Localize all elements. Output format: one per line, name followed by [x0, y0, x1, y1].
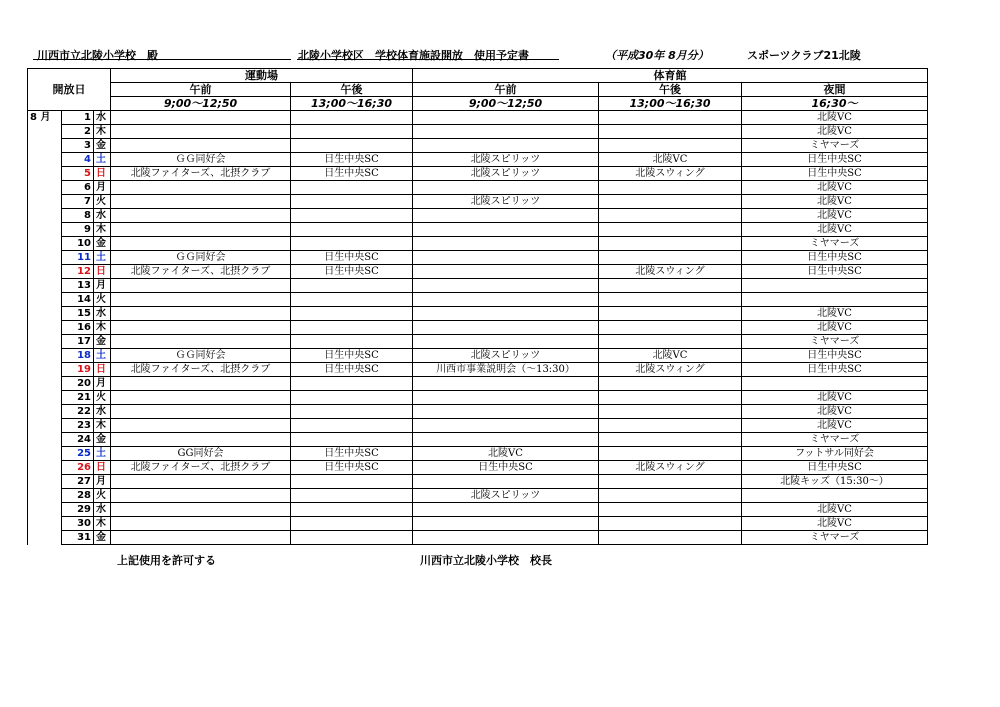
weekday-label: 月 [94, 279, 111, 293]
ground-am-cell [111, 237, 291, 251]
ground-pm-cell [291, 517, 413, 531]
weekday-label: 水 [94, 307, 111, 321]
gym-night-cell: ミヤマーズ [742, 433, 928, 447]
ground-pm-cell [291, 321, 413, 335]
gym-am-cell: 日生中央SC [413, 461, 599, 475]
table-row [28, 237, 928, 251]
ground-pm-cell [291, 293, 413, 307]
day-number: 3 [62, 139, 94, 153]
day-number: 28 [62, 489, 94, 503]
gym-night-cell: 北陵VC [742, 517, 928, 531]
gym-pm-cell: 北陵スウィング [599, 265, 742, 279]
day-number: 16 [62, 321, 94, 335]
gym-night-cell [742, 293, 928, 307]
gym-pm-cell [599, 181, 742, 195]
gym-am-cell [413, 391, 599, 405]
day-number: 20 [62, 377, 94, 391]
gym-pm-cell [599, 447, 742, 461]
day-number: 4 [62, 153, 94, 167]
weekday-label: 水 [94, 209, 111, 223]
table-row [28, 503, 928, 517]
title-underline [297, 59, 559, 60]
ground-am-cell [111, 503, 291, 517]
gym-header: 体育館 [413, 69, 928, 83]
gym-night-cell [742, 377, 928, 391]
ground-pm-cell [291, 475, 413, 489]
principal-text: 川西市立北陵小学校 校長 [420, 554, 552, 567]
ground-pm-cell [291, 223, 413, 237]
gym-pm-cell [599, 251, 742, 265]
month-label: 8 月 [28, 111, 62, 545]
gym-am-header: 午前 [413, 83, 599, 97]
table-row [28, 531, 928, 545]
table-row [28, 419, 928, 433]
gym-pm-cell: 北陵VC [599, 153, 742, 167]
day-number: 13 [62, 279, 94, 293]
ground-pm-cell: 日生中央SC [291, 265, 413, 279]
gym-am-cell [413, 405, 599, 419]
table-row [28, 447, 928, 461]
gym-night-cell: 北陵VC [742, 405, 928, 419]
weekday-label: 木 [94, 419, 111, 433]
table-row [28, 363, 928, 377]
ground-am-cell [111, 489, 291, 503]
table-row [28, 461, 928, 475]
gym-pm-cell [599, 419, 742, 433]
day-number: 29 [62, 503, 94, 517]
gym-am-cell [413, 251, 599, 265]
table-row [28, 139, 928, 153]
club-name: スポーツクラブ21北陵 [747, 49, 861, 62]
ground-am-header: 午前 [111, 83, 291, 97]
table-row [28, 251, 928, 265]
gym-night-cell: 日生中央SC [742, 349, 928, 363]
gym-night-time: 16;30～ [742, 97, 928, 111]
ground-am-cell: ＧＧ同好会 [111, 251, 291, 265]
gym-night-cell: 北陵VC [742, 111, 928, 125]
weekday-label: 日 [94, 363, 111, 377]
day-number: 10 [62, 237, 94, 251]
gym-pm-cell: 北陵スウィング [599, 461, 742, 475]
gym-night-cell: 北陵VC [742, 181, 928, 195]
ground-am-cell [111, 223, 291, 237]
day-number: 31 [62, 531, 94, 545]
day-number: 24 [62, 433, 94, 447]
gym-night-cell: 北陵VC [742, 321, 928, 335]
ground-pm-cell [291, 139, 413, 153]
gym-pm-cell [599, 209, 742, 223]
day-number: 17 [62, 335, 94, 349]
day-number: 12 [62, 265, 94, 279]
ground-pm-cell: 日生中央SC [291, 167, 413, 181]
gym-am-cell: 北陵スピリッツ [413, 195, 599, 209]
gym-am-cell [413, 307, 599, 321]
permit-text: 上記使用を許可する [117, 554, 216, 567]
table-row [28, 405, 928, 419]
gym-am-cell: 北陵スピリッツ [413, 153, 599, 167]
gym-am-cell [413, 293, 599, 307]
table-row [28, 489, 928, 503]
day-number: 23 [62, 419, 94, 433]
ground-am-cell [111, 209, 291, 223]
ground-pm-cell: 日生中央SC [291, 153, 413, 167]
table-row [28, 223, 928, 237]
ground-pm-cell: 日生中央SC [291, 363, 413, 377]
weekday-label: 木 [94, 223, 111, 237]
ground-am-cell [111, 475, 291, 489]
ground-am-cell [111, 419, 291, 433]
day-number: 8 [62, 209, 94, 223]
ground-am-cell: 北陵ファイターズ、北摂クラブ [111, 265, 291, 279]
gym-pm-cell [599, 489, 742, 503]
gym-am-cell [413, 377, 599, 391]
ground-am-cell: GG同好会 [111, 447, 291, 461]
gym-night-cell: 北陵VC [742, 125, 928, 139]
day-number: 30 [62, 517, 94, 531]
table-row [28, 195, 928, 209]
gym-pm-cell [599, 503, 742, 517]
table-row [28, 517, 928, 531]
addressee-underline [33, 59, 291, 60]
ground-pm-cell [291, 181, 413, 195]
gym-night-header: 夜間 [742, 83, 928, 97]
weekday-label: 金 [94, 335, 111, 349]
weekday-label: 火 [94, 391, 111, 405]
ground-am-cell [111, 377, 291, 391]
ground-pm-header: 午後 [291, 83, 413, 97]
gym-night-cell: 日生中央SC [742, 251, 928, 265]
ground-am-cell [111, 335, 291, 349]
gym-am-cell [413, 433, 599, 447]
ground-pm-cell [291, 279, 413, 293]
ground-am-cell [111, 307, 291, 321]
day-number: 18 [62, 349, 94, 363]
ground-pm-cell [291, 391, 413, 405]
ground-pm-cell [291, 531, 413, 545]
ground-am-cell: ＧＧ同好会 [111, 349, 291, 363]
gym-night-cell: 北陵VC [742, 419, 928, 433]
table-row [28, 279, 928, 293]
ground-pm-cell [291, 209, 413, 223]
gym-am-cell: 北陵VC [413, 447, 599, 461]
gym-pm-cell [599, 391, 742, 405]
period-label: （平成30年 8月分） [605, 49, 709, 62]
ground-pm-cell [291, 111, 413, 125]
gym-pm-cell [599, 433, 742, 447]
gym-am-cell [413, 139, 599, 153]
ground-am-cell [111, 195, 291, 209]
ground-am-cell [111, 293, 291, 307]
table-row [28, 167, 928, 181]
ground-am-time: 9;00～12;50 [111, 97, 291, 111]
ground-am-cell [111, 531, 291, 545]
gym-night-cell: 北陵VC [742, 209, 928, 223]
ground-pm-cell [291, 237, 413, 251]
gym-night-cell: ミヤマーズ [742, 139, 928, 153]
ground-am-cell [111, 405, 291, 419]
weekday-label: 水 [94, 503, 111, 517]
ground-am-cell [111, 181, 291, 195]
table-row [28, 181, 928, 195]
gym-am-cell [413, 209, 599, 223]
table-row [28, 321, 928, 335]
table-row [28, 377, 928, 391]
ground-pm-cell [291, 419, 413, 433]
day-number: 7 [62, 195, 94, 209]
gym-am-cell [413, 125, 599, 139]
gym-pm-cell [599, 517, 742, 531]
gym-am-cell: 北陵スピリッツ [413, 349, 599, 363]
gym-am-cell [413, 335, 599, 349]
gym-am-cell: 川西市事業説明会（～13:30） [413, 363, 599, 377]
gym-pm-cell [599, 111, 742, 125]
gym-night-cell [742, 489, 928, 503]
ground-am-cell [111, 139, 291, 153]
weekday-label: 金 [94, 433, 111, 447]
weekday-label: 土 [94, 349, 111, 363]
gym-night-cell: 日生中央SC [742, 153, 928, 167]
gym-am-cell [413, 279, 599, 293]
weekday-label: 金 [94, 237, 111, 251]
gym-night-cell: 北陵VC [742, 195, 928, 209]
weekday-label: 日 [94, 167, 111, 181]
table-row [28, 335, 928, 349]
day-number: 9 [62, 223, 94, 237]
addressee: 川西市立北陵小学校 殿 [37, 49, 158, 62]
table-row [28, 293, 928, 307]
day-number: 26 [62, 461, 94, 475]
ground-pm-cell [291, 307, 413, 321]
table-row [28, 433, 928, 447]
gym-am-cell [413, 223, 599, 237]
weekday-label: 金 [94, 139, 111, 153]
gym-pm-cell: 北陵VC [599, 349, 742, 363]
weekday-label: 木 [94, 125, 111, 139]
gym-pm-cell [599, 307, 742, 321]
gym-am-cell [413, 475, 599, 489]
ground-pm-cell [291, 125, 413, 139]
day-number: 25 [62, 447, 94, 461]
gym-pm-cell: 北陵スウィング [599, 363, 742, 377]
gym-pm-cell [599, 531, 742, 545]
ground-am-cell: ＧＧ同好会 [111, 153, 291, 167]
day-number: 15 [62, 307, 94, 321]
ground-pm-cell [291, 335, 413, 349]
gym-pm-header: 午後 [599, 83, 742, 97]
ground-pm-cell: 日生中央SC [291, 251, 413, 265]
gym-pm-cell [599, 475, 742, 489]
gym-am-cell [413, 265, 599, 279]
table-row [28, 153, 928, 167]
ground-pm-cell: 日生中央SC [291, 447, 413, 461]
gym-pm-cell [599, 293, 742, 307]
gym-night-cell: ミヤマーズ [742, 335, 928, 349]
weekday-label: 土 [94, 153, 111, 167]
gym-pm-cell [599, 237, 742, 251]
gym-night-cell: 北陵VC [742, 307, 928, 321]
table-row [28, 475, 928, 489]
gym-night-cell: 北陵VC [742, 391, 928, 405]
ground-am-cell [111, 111, 291, 125]
ground-pm-cell [291, 503, 413, 517]
ground-am-cell [111, 391, 291, 405]
weekday-label: 月 [94, 377, 111, 391]
gym-am-cell [413, 321, 599, 335]
gym-am-cell [413, 181, 599, 195]
day-number: 21 [62, 391, 94, 405]
ground-pm-time: 13;00～16;30 [291, 97, 413, 111]
ground-am-cell: 北陵ファイターズ、北摂クラブ [111, 363, 291, 377]
weekday-label: 土 [94, 447, 111, 461]
day-number: 2 [62, 125, 94, 139]
weekday-label: 日 [94, 461, 111, 475]
day-number: 5 [62, 167, 94, 181]
table-row [28, 209, 928, 223]
gym-am-cell [413, 503, 599, 517]
day-number: 1 [62, 111, 94, 125]
weekday-label: 火 [94, 293, 111, 307]
gym-am-cell [413, 111, 599, 125]
weekday-label: 木 [94, 321, 111, 335]
document-title: 北陵小学校区 学校体育施設開放 使用予定書 [298, 49, 529, 62]
ground-pm-cell [291, 433, 413, 447]
ground-am-cell [111, 433, 291, 447]
ground-am-cell: 北陵ファイターズ、北摂クラブ [111, 461, 291, 475]
ground-am-cell [111, 279, 291, 293]
gym-pm-cell [599, 377, 742, 391]
gym-am-cell [413, 531, 599, 545]
day-number: 11 [62, 251, 94, 265]
weekday-label: 月 [94, 475, 111, 489]
gym-pm-cell [599, 335, 742, 349]
table-row [28, 265, 928, 279]
gym-pm-cell [599, 279, 742, 293]
table-row [28, 349, 928, 363]
gym-pm-cell [599, 405, 742, 419]
weekday-label: 日 [94, 265, 111, 279]
day-number: 14 [62, 293, 94, 307]
ground-am-cell [111, 321, 291, 335]
open-day-header: 開放日 [28, 69, 111, 111]
gym-pm-cell [599, 195, 742, 209]
gym-night-cell: 日生中央SC [742, 461, 928, 475]
ground-am-cell [111, 517, 291, 531]
gym-night-cell: 北陵キッズ（15:30～） [742, 475, 928, 489]
gym-night-cell: 北陵VC [742, 503, 928, 517]
gym-night-cell [742, 279, 928, 293]
gym-am-cell: 北陵スピリッツ [413, 489, 599, 503]
day-number: 22 [62, 405, 94, 419]
weekday-label: 火 [94, 489, 111, 503]
day-number: 27 [62, 475, 94, 489]
ground-pm-cell [291, 377, 413, 391]
gym-pm-cell [599, 125, 742, 139]
weekday-label: 火 [94, 195, 111, 209]
ground-pm-cell [291, 405, 413, 419]
gym-pm-cell: 北陵スウィング [599, 167, 742, 181]
gym-night-cell: フットサル同好会 [742, 447, 928, 461]
ground-am-cell: 北陵ファイターズ、北摂クラブ [111, 167, 291, 181]
ground-pm-cell: 日生中央SC [291, 461, 413, 475]
gym-am-cell [413, 237, 599, 251]
gym-am-cell: 北陵スピリッツ [413, 167, 599, 181]
table-row [28, 125, 928, 139]
table-row [28, 307, 928, 321]
ground-header: 運動場 [111, 69, 413, 83]
gym-am-cell [413, 419, 599, 433]
schedule-table [27, 68, 928, 545]
gym-pm-cell [599, 223, 742, 237]
weekday-label: 月 [94, 181, 111, 195]
ground-pm-cell: 日生中央SC [291, 349, 413, 363]
gym-night-cell: 日生中央SC [742, 265, 928, 279]
gym-night-cell: ミヤマーズ [742, 531, 928, 545]
ground-am-cell [111, 125, 291, 139]
gym-pm-cell [599, 139, 742, 153]
table-row [28, 391, 928, 405]
gym-pm-time: 13;00～16;30 [599, 97, 742, 111]
ground-pm-cell [291, 489, 413, 503]
schedule-body [28, 111, 928, 545]
gym-night-cell: 北陵VC [742, 223, 928, 237]
weekday-label: 木 [94, 517, 111, 531]
gym-night-cell: 日生中央SC [742, 363, 928, 377]
day-number: 6 [62, 181, 94, 195]
ground-pm-cell [291, 195, 413, 209]
gym-am-time: 9;00～12;50 [413, 97, 599, 111]
weekday-label: 水 [94, 111, 111, 125]
table-row [28, 111, 928, 125]
day-number: 19 [62, 363, 94, 377]
gym-am-cell [413, 517, 599, 531]
weekday-label: 水 [94, 405, 111, 419]
gym-pm-cell [599, 321, 742, 335]
gym-night-cell: ミヤマーズ [742, 237, 928, 251]
weekday-label: 土 [94, 251, 111, 265]
weekday-label: 金 [94, 531, 111, 545]
gym-night-cell: 日生中央SC [742, 167, 928, 181]
